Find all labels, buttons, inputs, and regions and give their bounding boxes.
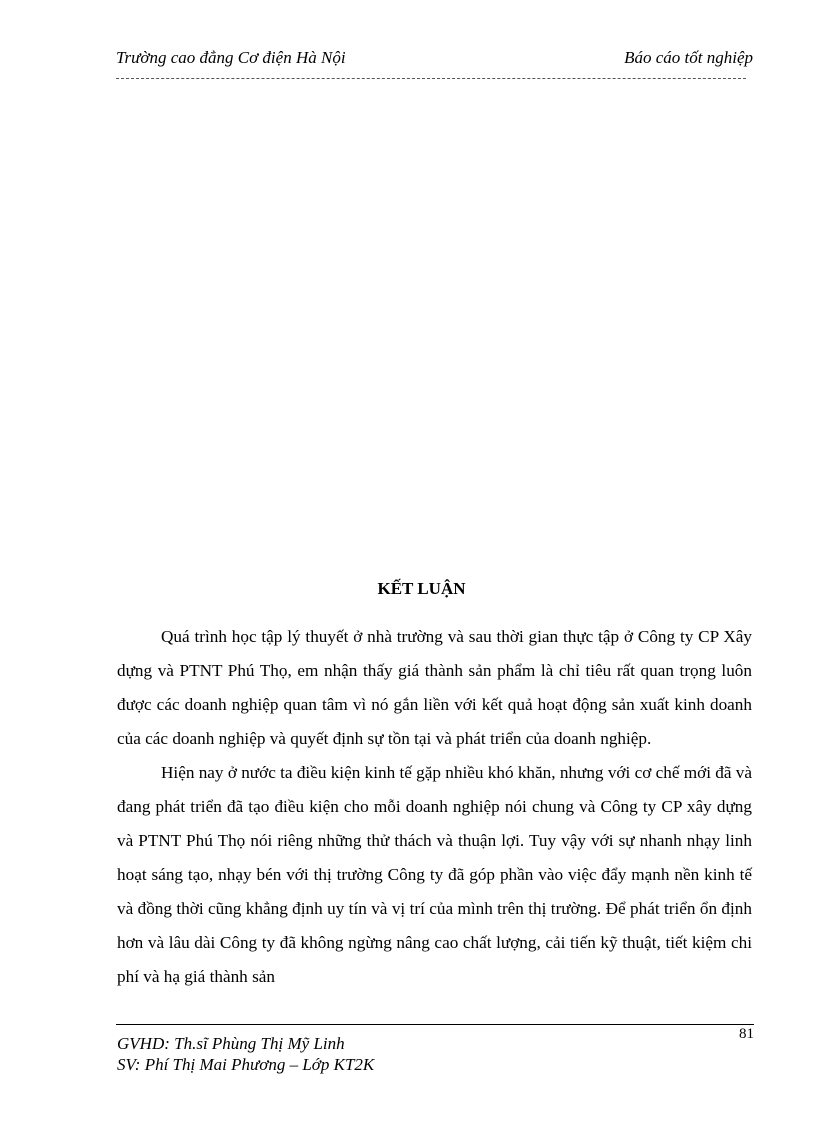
header-report-type: Báo cáo tốt nghiệp [624,48,753,67]
body-text [117,620,752,994]
page-number: 81 [739,1026,754,1042]
header-divider [116,78,746,79]
section-title: KẾT LUẬN [377,579,466,598]
footer-student: SV: Phí Thị Mai Phương – Lớp KT2K [117,1055,375,1074]
footer-supervisor: GVHD: Th.sĩ Phùng Thị Mỹ Linh [117,1034,345,1053]
paragraph-2: Hiện nay ở nước ta điều kiện kinh tế gặp nhiều khó khăn, nhưng với cơ chế mới đã và đang phát triển đã tạo điều kiện cho mỗi doanh nghiệp nói chung và Công ty CP xây dựng và PTNT Phú Thọ nói riêng những thử thách và thuận lợi. Tuy vậy với sự nhanh nhạy linh hoạt sáng tạo, nhạy bén với thị trường Công ty đã góp phần vào việc đẩy mạnh nền kinh tế và đồng thời cũng khẳng định uy tín và vị trí của mình trên thị trường. Để phát triển ổn định hơn và lâu dài Công ty đã không ngừng nâng cao chất lượng, cải tiến kỹ thuật, tiết kiệm chi phí và hạ giá thành sản [117,763,753,986]
footer-divider [116,1024,754,1025]
header-school-name: Trường cao đẳng Cơ điện Hà Nội [116,48,346,67]
paragraph-1: Quá trình học tập lý thuyết ở nhà trường và sau thời gian thực tập ở Công ty CP Xây dựng và PTNT Phú Thọ, em nhận thấy giá thành sản phẩm là chỉ tiêu rất quan trọng luôn được các doanh nghiệp quan tâm vì nó gắn liền với kết quả hoạt động sản xuất kinh doanh của các doanh nghiệp và quyết định sự tồn tại và phát triển của doanh nghiệp. [117,627,752,748]
